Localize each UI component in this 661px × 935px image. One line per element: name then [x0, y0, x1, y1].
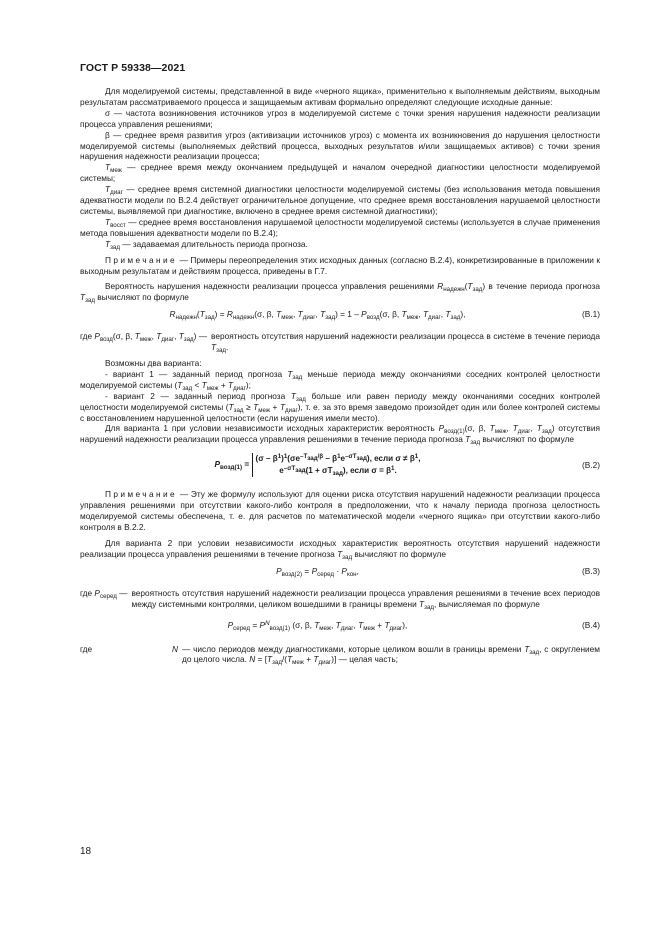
where-psered: где $P_{серед}$ — вероятность отсутствия нарушений надежности реализации процесса управления решениями в течение всех периодов между системными контролями, целиком вошедшими в границы времени $T_{зад}$, вычисляемая по формуле — [80, 587, 600, 611]
equation-b2-cases: $(\sigma - \beta^1)^1(\sigma e^{-T_{зад}/\beta} - \beta^1e^{-\sigma T_{зад}})$, если $\sigma \ne \beta^1$, $e^{-\sigma T_{зад}}(1 + \sigma T_{зад})$, если $\sigma = \beta^1$. — [252, 453, 421, 477]
standard-header: ГОСТ Р 59338—2021 — [80, 62, 186, 74]
equation-b3 — [80, 566, 600, 580]
equation-b1-formula: $R_{надежн}(T_{зад}) = R_{надежн}(\sigma$, β, $T_{меж}$, $T_{диаг}$, $T_{зад}) = 1 - P_{возд}(\sigma$, β, $T_{меж}$, $T_{диаг}$, $T_{зад}$), — [169, 309, 466, 322]
intro-paragraph: Для моделируемой системы, представленной в виде «черного ящика», применительно к выполняемым действиям, выходным результатам рассматриваемого процесса и защищаемым активам формально определяют следующие исходные данные: — [80, 86, 600, 107]
paragraph-variant2: Для варианта 2 при условии независимости исходных характеристик вероятность отсутствия нарушений надежности реализации процесса управления решениями в течение прогноза $T_{зад}$ вычисляют по формуле — [80, 537, 600, 561]
equation-b4-number: (В.4) — [582, 619, 600, 630]
note-2: Примечание — Эту же формулу используют для оценки риска отсутствия нарушений надежности реализации процесса управления решениями при отсутствии какого-либо контроля в предположении, что к началу периода прогноза целостность моделируемой системы обеспечена, т. е. для расчетов по математической модели «черного ящика» при отсутствии какого-либо контроля в В.2.2. — [80, 489, 600, 532]
def-tvosst: $T_{восст}$ — среднее время восстановления нарушаемой целостности моделируемой системы (используется в случае применения метода повышения адекватности модели по В.2.4); — [80, 216, 600, 238]
variants-intro: Возможны два варианта: — [105, 358, 202, 369]
equation-b2 — [80, 451, 600, 481]
def-tzad: $T_{зад}$ — задаваемая длительность периода прогноза. — [105, 238, 308, 251]
equation-b4 — [80, 620, 600, 634]
equation-b2-number: (В.2) — [582, 460, 600, 471]
equation-b1 — [80, 309, 600, 323]
page-number: 18 — [80, 846, 92, 857]
equation-b3-number: (В.3) — [582, 565, 600, 576]
def-tmezh: $T_{меж}$ — среднее время между окончанием предыдущей и началом очередной диагностики целостности моделируемой системы; — [80, 162, 600, 184]
variant-2: - вариант 2 — заданный период прогноза $T_{зад}$ больше или равен периоду между окончаниями соседних контролей целостности моделируемой системы $(T_{зад} \ge T_{меж} + T_{диаг})$, т. е. за это время заведомо произойдет один или более контролей системы с восстановлением нарушенной целостности (если нарушения имели место). — [80, 390, 600, 423]
equation-b1-number: (В.1) — [582, 309, 600, 320]
document-body — [80, 86, 600, 665]
paragraph-variant1: Для варианта 1 при условии независимости исходных характеристик вероятность $P_{возд(1)}(\sigma$, β, $T_{меж}$, $T_{диаг}$, $T_{зад}$) отсутствия нарушений надежности реализации процесса управления решениями в течение периода прогноза $T_{зад}$ вычисляют по формуле — [80, 423, 600, 447]
def-tdiag: $T_{диаг}$ — среднее время системной диагностики целостности моделируемой системы (без использования метода повышения адекватности модели по В.2.4 действует ограничительное допущение, что среднее время восстановления нарушаемой целостности системы, выявляемой при диагностике, включено в среднее время системной диагностики); — [80, 184, 600, 216]
note-1: Примечание — Примеры переопределения этих исходных данных (согласно В.2.4), конкретизированные в приложении к выходным результатам и действиям процесса, приведены в Г.7. — [80, 254, 600, 276]
equation-b4-formula: $P_{серед} = P^N_{возд(1)}$ (σ, β, $T_{меж}$, $T_{диаг}$, $T_{меж} + T_{диаг}$), — [227, 619, 408, 632]
equation-b2-formula: $P_{возд(1)} = (\sigma - \beta^1)^1(\sigma e^{-T_{зад}/\beta} - \beta^1e^{-\sigma T_{зад}})$, если $\sigma \ne \beta^1$, $e^{-\sigma T_{зад}}(1 + \sigma T_{зад})$, если $\sigma = \beta^1$. — [214, 453, 421, 478]
equation-b3-formula: $P_{возд(2)} = P_{серед} \cdot P_{кон}$, — [276, 565, 359, 578]
where-n: где N — число периодов между диагностиками, которые целиком вошли в границы времени $T_{зад}$, с округлением до целого числа. $N = [T_{зад}/(T_{меж} + T_{диаг})]$ — целая часть; — [80, 643, 601, 667]
paragraph-reliability: Вероятность нарушения надежности реализации процесса управления решениями $R_{надежн}(T_{зад})$ в течение периода прогноза $T_{зад}$ вычисляют по формуле — [80, 281, 600, 305]
where-pvozd: где $P_{возд}(\sigma$, β, $T_{меж}$, $T_{диаг}$, $T_{зад}$) — вероятность отсутствия нарушений надежности реализации процесса в системе в течение периода $T_{зад}$. — [80, 331, 600, 355]
def-sigma: σ — частота возникновения источников угроз в моделируемой системе с точки зрения нарушения надежности реализации процесса управления решениями; — [80, 107, 600, 129]
def-beta: β — среднее время развития угроз (активизации источников угроз) с момента их возникновения до нарушения целостности моделируемой системы (выполняемых действий процесса, выходных результатов и/или защищаемых активов) с точки зрения нарушения надежности реализации процесса; — [80, 129, 600, 162]
variant-1: - вариант 1 — заданный период прогноза $T_{зад}$ меньше периода между окончаниями соседних контролей целостности моделируемой системы $(T_{зад} < T_{меж} + T_{диаг})$; — [80, 368, 600, 393]
